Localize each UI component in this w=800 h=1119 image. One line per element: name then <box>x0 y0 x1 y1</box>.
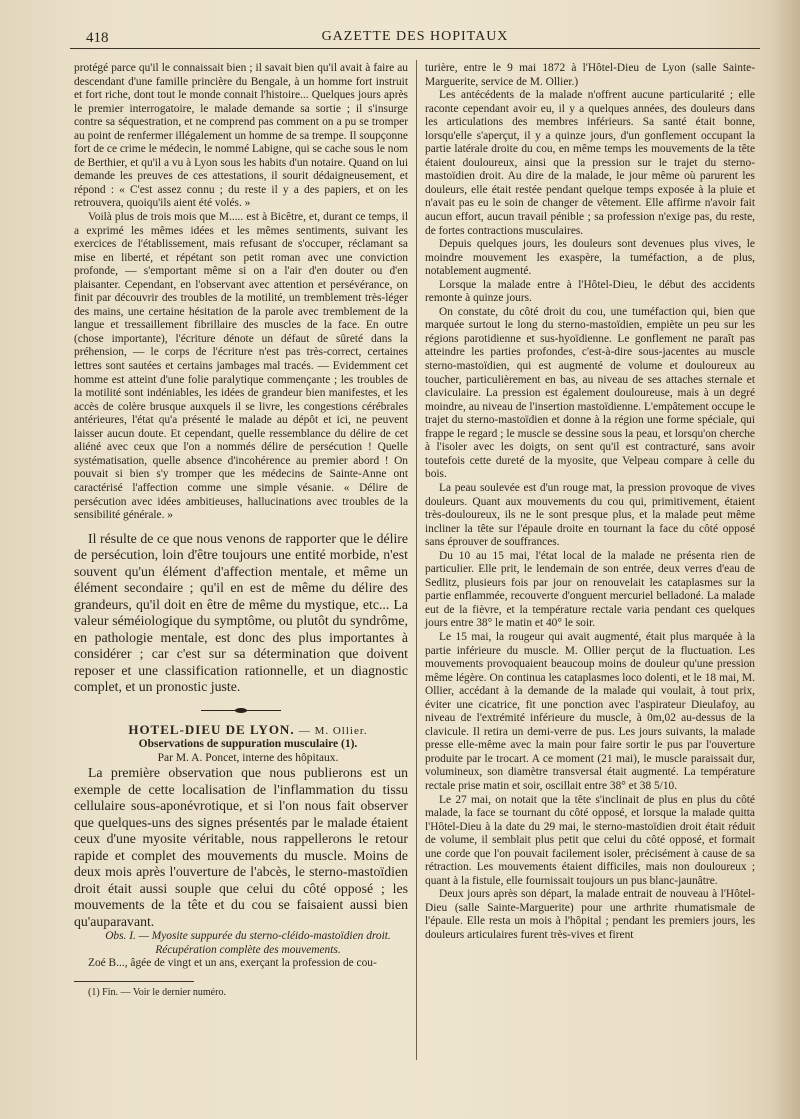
left-paragraph-5: Zoé B..., âgée de vingt et un ans, exerçant la profession de cou- <box>88 957 377 970</box>
right-paragraph-2: Les antécédents de la malade n'offrent aucune particularité ; elle raconte cependant avoir eu, il y a quelques années, des douleurs dans les articulations des membres inférieurs. Sa santé était bonne, lorsqu'elle s'aperçut, il y a quinze jours, d'un gonflement occupant la partie latérale droite du cou, en même temps les mouvements de la tête étaient douloureux, ainsi que la pression sur le trajet du sterno-mastoïdien droit. Au dire de la malade, le jour même où parurent les douleurs, elle était restée pendant quelque temps exposée à la pluie et n'avait pas eu le soin de changer de vêtement. Elle affirme n'avoir fait aucun effort, aucun travail pénible ; sa profession n'exige pas, du reste, de fortes contractions musculaires. <box>425 89 755 237</box>
footnote-rule <box>74 981 194 982</box>
right-paragraph-10: Deux jours après son départ, la malade entrait de nouveau à l'Hôtel-Dieu (salle Sainte-Marguerite) pour une arthrite rhumatismale de l'épaule. Elle resta un mois à l'hôpital ; pendant les premiers jours, les douleurs articulaires furent très-vives et firent <box>425 888 755 941</box>
section-divider <box>201 710 281 711</box>
page-edge-shadow <box>770 0 800 1119</box>
left-paragraph-3: Il résulte de ce que nous venons de rapporter que le délire de persécution, loin d'être toujours une entité morbide, n'est souvent qu'un élément d'affection mentale, et même un élément secondaire ; qu'il en est de même du délire des grandeurs, qu'il doit en être de même du mystique, etc... La valeur séméiologique du symptôme, ou plutôt du syndrôme, en pathologie mentale, est donc des plus importantes à considérer ; car c'est sur sa détermination que doivent reposer et une classification rationnelle, et un diagnostic complet, et un pronostic juste. <box>74 530 408 695</box>
byline: Par M. A. Poncet, interne des hôpitaux. <box>157 751 339 764</box>
footnote: (1) Fin. — Voir le dernier numéro. <box>88 986 226 998</box>
right-paragraph-3: Depuis quelques jours, les douleurs sont devenues plus vives, le moindre mouvement les exaspère, la tuméfaction, a de plus, notablement augmenté. <box>425 238 755 278</box>
observations-title: Observations de suppuration musculaire (1). <box>138 738 358 751</box>
observation-heading: Obs. I. — Myosite suppurée du sterno-cléido-mastoïdien droit. <box>105 930 391 943</box>
right-paragraph-4: Lorsque la malade entre à l'Hôtel-Dieu, le début des accidents remonte à quinze jours. <box>425 278 755 305</box>
section-title <box>74 723 408 739</box>
column-rule <box>416 60 417 1060</box>
right-paragraph-1: turière, entre le 9 mai 1872 à l'Hôtel-Dieu de Lyon (salle Sainte-Marguerite, service de M. Ollier.) <box>425 62 755 88</box>
page-number: 418 <box>86 30 109 46</box>
right-column <box>425 62 755 943</box>
left-paragraph-1: protégé parce qu'il le connaissait bien ; il savait bien qu'il avait à faire au descendant d'une famille princière du Bengale, à un homme fort instruit et fort riche, dont tout le monde connait l'histoire... Quelques jours après le premier interrogatoire, le malade demande sa sortie ; il s'insurge contre sa séquestration, et ne comprend pas comment on a pu se tromper au point de renfermer illégalement un homme de sa trempe. Il soupçonne fort de ce crime le médecin, le nommé Labigne, qui se cache sous le nom de Berthier, et qu'il a vu à Lyon sous les habits d'un notaire. Quand on lui demande les preuves de ces attestations, il sourit dédaigneusement, et répond : « C'est assez connu ; du reste il y a des papiers, et on les retrouvera, quoiqu'ils aient été volés. » <box>74 62 408 210</box>
left-paragraph-4: La première observation que nous publierons est un exemple de cette localisation de l'inflammation du tissu cellulaire sous-aponévrotique, et si l'on nous fait observer que quelques-uns des signes présentés par le malade étaient ceux d'une myosite véritable, nous rappellerons le retour rapide et complet des mouvements du muscle. Moins de deux mois après l'ouverture de l'abcès, le sterno-mastoïdien droit était aussi souple que celui du côté opposé ; les mouvements de la tête et du cou se faisaient aussi bien qu'auparavant. <box>74 765 408 929</box>
left-column <box>74 62 408 999</box>
right-paragraph-7: Du 10 au 15 mai, l'état local de la malade ne présenta rien de particulier. Elle prit, le lendemain de son entrée, deux verres d'eau de Sedlitz, plusieurs fois par jour on renouvelait les cataplasmes sur la partie enflammée, recouverte d'onguent mercuriel belladoné. La malade eut de la fièvre, et la température rectale varia pendant ces quelques jours entre 38° le matin et 40° le soir. <box>425 549 755 630</box>
observation-subheading: Récupération complète des mouvements. <box>155 943 341 956</box>
right-paragraph-9: Le 27 mai, on notait que la tête s'inclinait de plus en plus du côté malade, la face se tournant du côté opposé, et lorsque la malade quitta l'Hôtel-Dieu à la date du 29 mai, le sterno-mastoïdien droit était réduit de volume, il semblait plus petit que celui du côté opposé, et formait une corde que l'on pouvait facilement isoler, précisément à cause de sa rétraction. Les mouvements étaient difficiles, mais non douloureux ; quant à la fistule, elle fournissait toujours un pus blanc-jaunâtre. <box>425 793 755 887</box>
section-title-text: HOTEL-DIEU DE LYON. <box>128 721 295 737</box>
right-paragraph-6: La peau soulevée est d'un rouge mat, la pression provoque de vives douleurs. Quant aux mouvements du cou qui, primitivement, étaient très-douloureux, ils ne le sont presque plus, et la malade peut même incliner la tête sur l'épaule droite en tournant la face du côté opposé sans éprouver de souffrances. <box>425 481 755 549</box>
left-paragraph-2: Voilà plus de trois mois que M..... est à Bicêtre, et, durant ce temps, il a exprimé les mêmes idées et les mêmes sentiments, suivant les exercices de l'établissement, mais refusant de s'occuper, réclamant sa mise en liberté, et répétant son petit roman avec une conviction profonde, — s'emportant même si on a l'air d'en douter ou d'en plaisanter. Cependant, en l'observant avec attention et persévérance, on finit par découvrir des troubles de la motilité, un tremblement très-léger des mains, une certaine hésitation de la parole avec tremblement de la langue et tressaillement fibrillaire des muscles de la face. En outre (chose importante), l'écriture dénote un défaut de sûreté dans la préhension, — le corps de l'écriture n'est pas très-correct, certaines lettres sont sautées et certains jambages mal tracés. — Evidemment cet homme est atteint d'une folie paralytique commençante ; les troubles de la motilité sont indéniables, les idées de grandeur bien manifestes, et les accès de colère brusque auxquels il se livre, les congestions cérébrales antérieures, l'état qu'a présenté le malade au dépôt et ici, ne peuvent laisser aucun doute. Et cependant, quelle ressemblance du délire de cet aliéné avec ceux que l'on a nommés délire de persécution ! Quelle systématisation, quelle absence d'incohérence au premier abord ! On pouvait si bien s'y tromper que les médecins de Sainte-Anne ont caractérisé l'affection comme une simple vésanie. « Délire de persécution avec idées ambitieuses, hallucinations avec troubles de la sensibilité générale. » <box>74 211 408 522</box>
page-header <box>70 26 760 49</box>
section-author: — M. Ollier. <box>298 724 368 737</box>
right-paragraph-8: Le 15 mai, la rougeur qui avait augmenté, était plus marquée à la partie inférieure du muscle. M. Ollier perçut de la fluctuation. Les mouvements provoquaient beaucoup moins de douleur qu'une pression même légère. On continua les cataplasmes loco dolenti, et le 18 mai, M. Ollier, accédant à la demande de la malade qui voulait, à tout prix, éviter une cicatrice, fit une ponction avec l'aspirateur Dieulafoy, au niveau de l'extrémité inférieure du muscle, à 0m,02 au-dessus de la clavicule. Il retira un demi-verre de pus. Les jours suivants, la malade presse elle-même avec la main pour faire sortir le pus par l'ouverture produite par le trocart. A ce moment (21 mai), le muscle paraissait dur, volumineux, son diamètre transversal était augmenté. La température rectale prise matin et soir, oscillait entre 38° et 38 5/10. <box>425 630 755 792</box>
right-paragraph-5: On constate, du côté droit du cou, une tuméfaction qui, bien que marquée surtout le long du sterno-mastoïdien, empiète un peu sur les régions parotidienne et sus-hyoïdienne. Le gonflement ne paraît pas atteindre les parties profondes, c'est-à-dire sous-jacentes au muscle sterno-mastoïdien, qui est augmenté de volume et douloureux au toucher, particulièrement en bas, au niveau de ses attaches sternale et claviculaire. La pression est également douloureuse, mais à un degré moindre, au niveau de l'insertion mastoïdienne. L'empâtement occupe le trajet du sterno-mastoïdien et donne à la région une forme spéciale, qui frappe le regard ; le muscle se dessine sous la peau, et lorsqu'on cherche à l'isoler avec les doigts, on sent qu'il est contracturé, sans avoir toutefois cette dureté de la myosite, que Velpeau compare à celle du bois. <box>425 305 755 481</box>
running-title: GAZETTE DES HOPITAUX <box>321 29 509 44</box>
